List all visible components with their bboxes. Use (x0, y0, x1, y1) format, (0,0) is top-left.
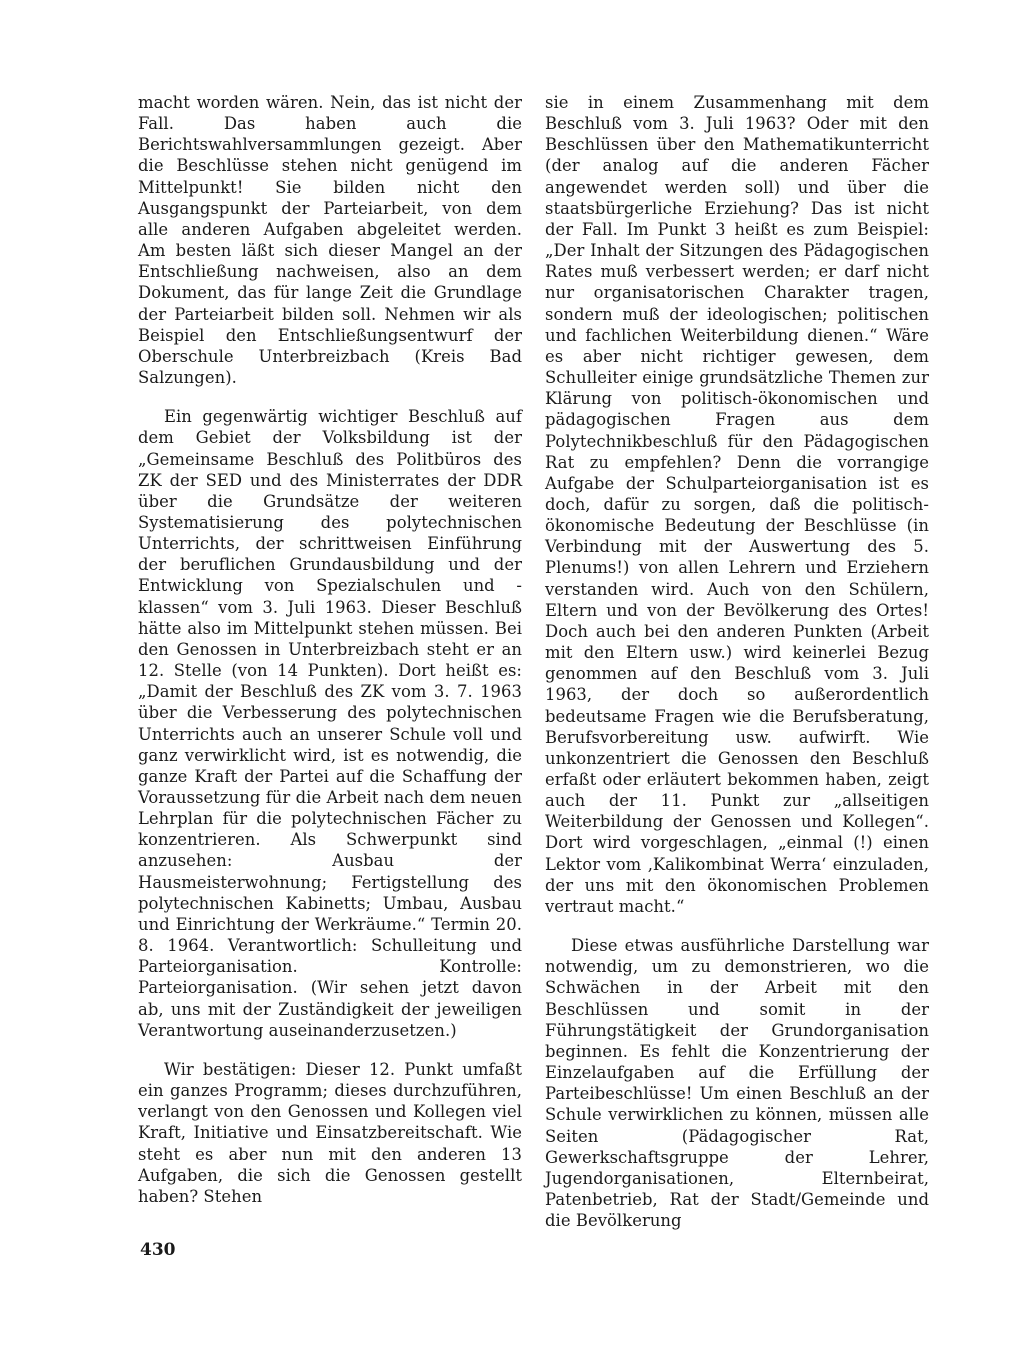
page-number: 430 (140, 1240, 176, 1260)
left-text-column (138, 92, 522, 1225)
paragraph: Diese etwas ausführliche Darstellung war notwendig, um zu demonstrieren, wo die Schwächen in der Arbeit mit den Beschlüssen und somit in der Führungstätigkeit der Grundorganisation beginnen. Es fehlt die Konzentrierung der Einzelaufgaben auf die Erfüllung der Parteibeschlüsse! Um einen Beschluß an der Schule verwirklichen zu können, müssen alle Seiten (Pädagogischer Rat, Gewerkschaftsgruppe der Lehrer, Jugendorganisationen, Elternbeirat, Patenbetrieb, Rat der Stadt/Gemeinde und die Bevölkerung (545, 936, 929, 1231)
paragraph: sie in einem Zusammenhang mit dem Beschluß vom 3. Juli 1963? Oder mit den Beschlüssen über den Mathematikunterricht (der analog auf die anderen Fächer angewendet werden soll) und über die staatsbürgerliche Erziehung? Das ist nicht der Fall. Im Punkt 3 heißt es zum Beispiel: „Der Inhalt der Sitzungen des Pädagogischen Rates muß verbessert werden; er darf nicht nur organisatorischen Charakter tragen, sondern muß der ideologischen; politischen und fachlichen Weiterbildung dienen.“ Wäre es aber nicht richtiger gewesen, dem Schulleiter einige grundsätzliche Themen zur Klärung von politisch-ökonomischen und pädagogischen Fragen aus dem Polytechnikbeschluß für den Pädagogischen Rat zu empfehlen? Denn die vorrangige Aufgabe der Schulparteiorganisation ist es doch, dafür zu sorgen, daß die politisch-ökonomische Bedeutung der Beschlüsse (in Verbindung mit der Auswertung des 5. Plenums!) von allen Lehrern und Erziehern verstanden wird. Auch von den Schülern, Eltern und von der Bevölkerung des Ortes! Doch auch bei den anderen Punkten (Arbeit mit den Eltern usw.) wird keinerlei Bezug genommen auf den Beschluß vom 3. Juli 1963, der doch so außerordentlich bedeutsame Fragen wie die Berufsberatung, Berufsvorbereitung usw. aufwirft. Wie unkonzentriert die Genossen den Beschluß erfaßt oder erläutert bekommen haben, zeigt auch der 11. Punkt zur „allseitigen Weiterbildung der Genossen und Kollegen“. Dort wird vorgeschlagen, „einmal (!) einen Lektor vom ‚Kalikombinat Werra‘ einzuladen, der uns mit den ökonomischen Problemen vertraut macht.“ (545, 93, 929, 916)
paragraph: Ein gegenwärtig wichtiger Beschluß auf dem Gebiet der Volksbildung ist der „Gemeinsame Beschluß des Politbüros des ZK der SED und des Ministerrates der DDR über die Grundsätze der weiteren Systematisierung des polytechnischen Unterrichts, der schrittweisen Einführung der beruflichen Grundausbildung und der Entwicklung von Spezialschulen und -klassen“ vom 3. Juli 1963. Dieser Beschluß hätte also im Mittelpunkt stehen müssen. Bei den Genossen in Unterbreizbach steht er an 12. Stelle (von 14 Punkten). Dort heißt es: „Damit der Beschluß des ZK vom 3. 7. 1963 über die Verbesserung des polytechnischen Unterrichts auch an unserer Schule voll und ganz verwirklicht wird, ist es notwendig, die ganze Kraft der Partei auf die Schaffung der Voraussetzung für die Arbeit nach dem neuen Lehrplan für die polytechnischen Fächer zu konzentrieren. Als Schwerpunkt sind anzusehen: Ausbau der Hausmeisterwohnung; Fertigstellung des polytechnischen Kabinetts; Umbau, Ausbau und Einrichtung der Werkräume.“ Termin 20. 8. 1964. Verantwortlich: Schulleitung und Parteiorganisation. Kontrolle: Parteiorganisation. (Wir sehen jetzt davon ab, uns mit der Zuständigkeit der jeweiligen Verantwortung auseinanderzusetzen.) (138, 407, 522, 1040)
paragraph: macht worden wären. Nein, das ist nicht der Fall. Das haben auch die Berichtswahlversammlungen gezeigt. Aber die Beschlüsse stehen nicht genügend im Mittelpunkt! Sie bilden nicht den Ausgangspunkt der Parteiarbeit, von dem alle anderen Aufgaben abgeleitet werden. Am besten läßt sich dieser Mangel an der Entschließung nachweisen, also an dem Dokument, das für lange Zeit die Grundlage der Parteiarbeit bilden soll. Nehmen wir als Beispiel den Entschließungsentwurf der Oberschule Unterbreizbach (Kreis Bad Salzungen). (138, 93, 522, 388)
paragraph: Wir bestätigen: Dieser 12. Punkt umfaßt ein ganzes Programm; dieses durchzuführen, verlangt von den Genossen und Kollegen viel Kraft, Initiative und Einsatzbereitschaft. Wie steht es aber nun mit den anderen 13 Aufgaben, die sich die Genossen gestellt haben? Stehen (138, 1059, 522, 1206)
right-text-column (545, 92, 929, 1249)
